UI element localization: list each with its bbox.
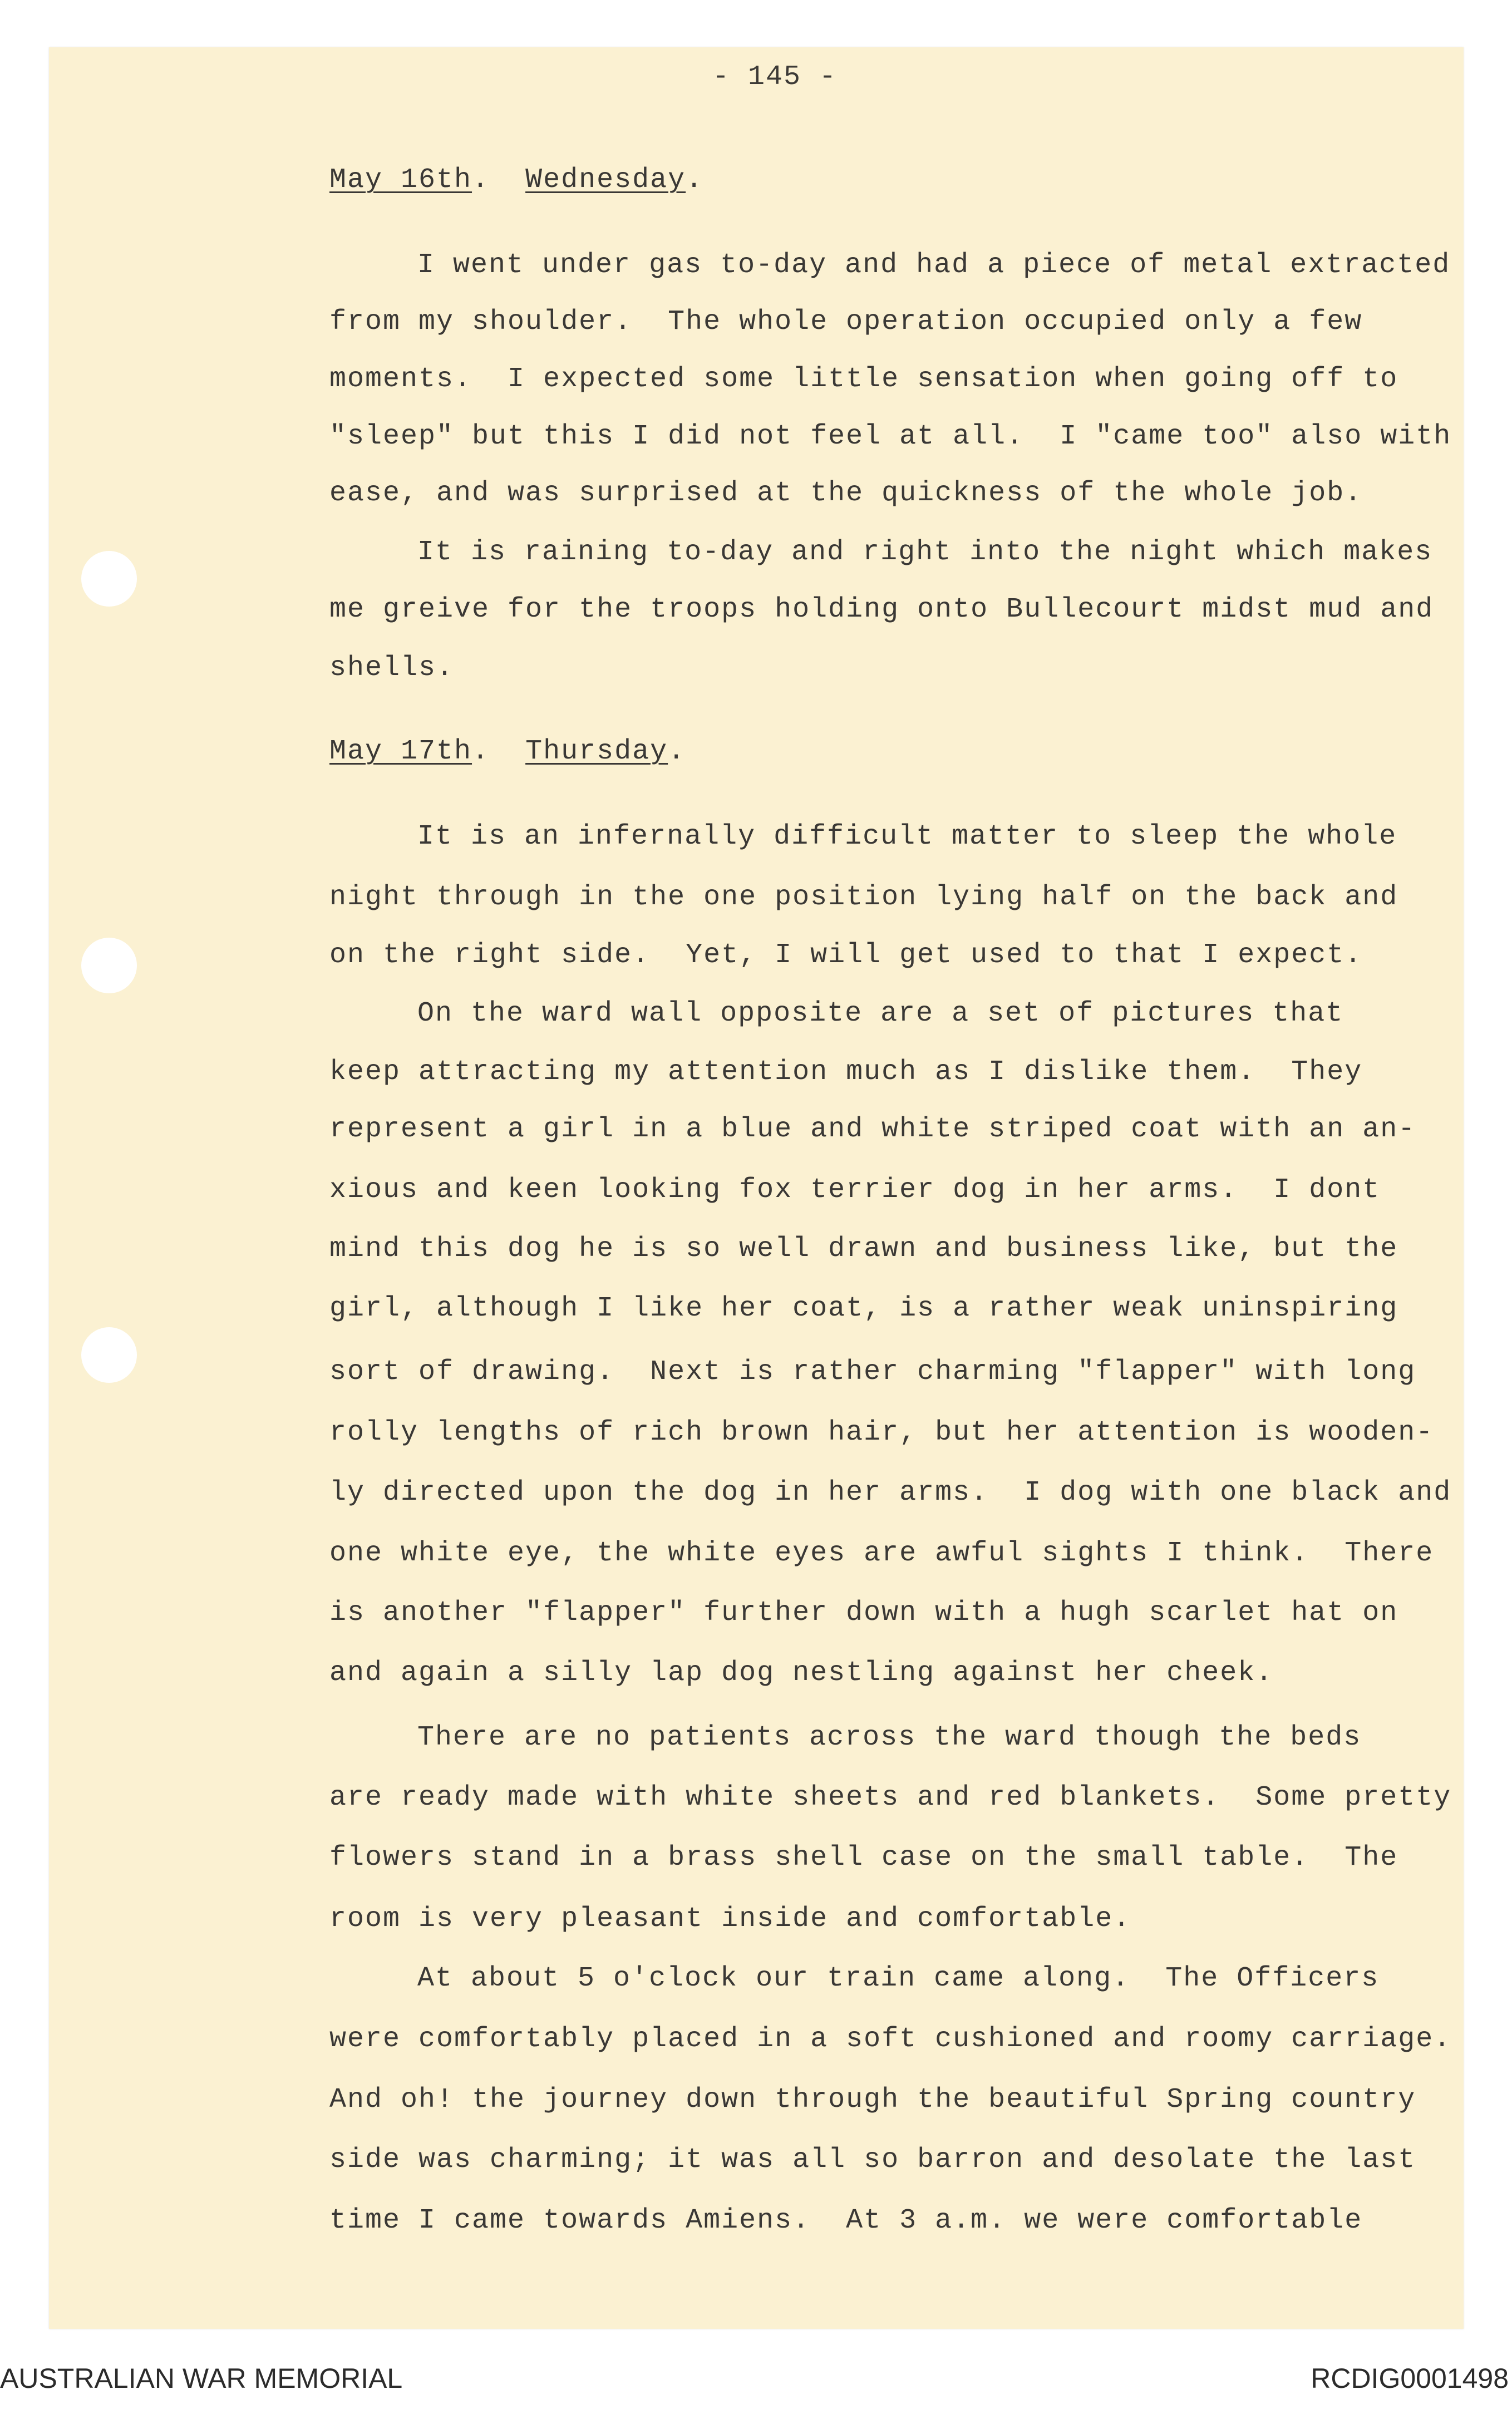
text-line: night through in the one position lying half on the back and [329,881,1398,913]
text-line: I went under gas to-day and had a piece of metal extracted [417,249,1451,281]
footer-archive-name: AUSTRALIAN WAR MEMORIAL [0,2363,403,2394]
entry-heading: May 17th. Thursday. [329,736,686,767]
text-line: It is an infernally difficult matter to sleep the whole [417,821,1397,853]
entry-day: Thursday [525,736,668,767]
text-line: are ready made with white sheets and red blankets. Some pretty [329,1782,1452,1814]
text-line: mind this dog he is so well drawn and business like, but the [329,1233,1398,1265]
text-line: keep attracting my attention much as I dislike them. They [329,1056,1363,1088]
text-line: It is raining to-day and right into the night which makes [417,536,1433,568]
text-line: At about 5 o'clock our train came along. The Officers [417,1963,1380,1994]
text-line: rolly lengths of rich brown hair, but her attention is wooden- [329,1417,1434,1449]
text-line: sort of drawing. Next is rather charming "flapper" with long [329,1356,1416,1388]
text-line: girl, although I like her coat, is a rather weak uninspiring [329,1293,1398,1324]
text-line: represent a girl in a blue and white striped coat with an an- [329,1114,1416,1145]
page-number: - 145 - [712,61,838,93]
text-line: time I came towards Amiens. At 3 a.m. we were comfortable [329,2205,1363,2236]
text-line: ease, and was surprised at the quickness of the whole job. [329,477,1363,509]
text-line: xious and keen looking fox terrier dog in her arms. I dont [329,1174,1381,1206]
text-line: On the ward wall opposite are a set of pictures that [417,998,1344,1029]
entry-date: May 17th [329,736,472,767]
text-line: is another "flapper" further down with a hugh scarlet hat on [329,1597,1398,1629]
text-line: shells. [329,652,455,684]
entry-day: Wednesday [525,164,686,196]
entry-date: May 16th [329,164,472,196]
text-line: one white eye, the white eyes are awful sights I think. There [329,1538,1434,1569]
text-line: flowers stand in a brass shell case on the small table. The [329,1842,1398,1874]
text-line: moments. I expected some little sensation when going off to [329,363,1398,395]
text-line: side was charming; it was all so barron and desolate the last [329,2144,1416,2176]
text-line: ly directed upon the dog in her arms. I dog with one black and [329,1477,1452,1509]
entry-heading: May 16th. Wednesday. [329,164,704,196]
text-line: were comfortably placed in a soft cushioned and roomy carriage. [329,2023,1452,2055]
text-line: me greive for the troops holding onto Bullecourt midst mud and [329,594,1434,625]
text-line: and again a silly lap dog nestling against her cheek. [329,1657,1274,1689]
text-line: room is very pleasant inside and comfortable. [329,1903,1131,1935]
punch-hole [81,1327,137,1383]
text-line: on the right side. Yet, I will get used to that I expect. [329,939,1363,971]
text-line: There are no patients across the ward though the beds [417,1722,1362,1753]
footer-record-id: RCDIG0001498 [1311,2363,1509,2394]
text-line: "sleep" but this I did not feel at all. I "came too" also with [329,421,1452,452]
text-line: And oh! the journey down through the beautiful Spring country [329,2084,1416,2116]
text-line: from my shoulder. The whole operation occupied only a few [329,306,1363,338]
punch-hole [81,551,137,607]
punch-hole [81,938,137,993]
